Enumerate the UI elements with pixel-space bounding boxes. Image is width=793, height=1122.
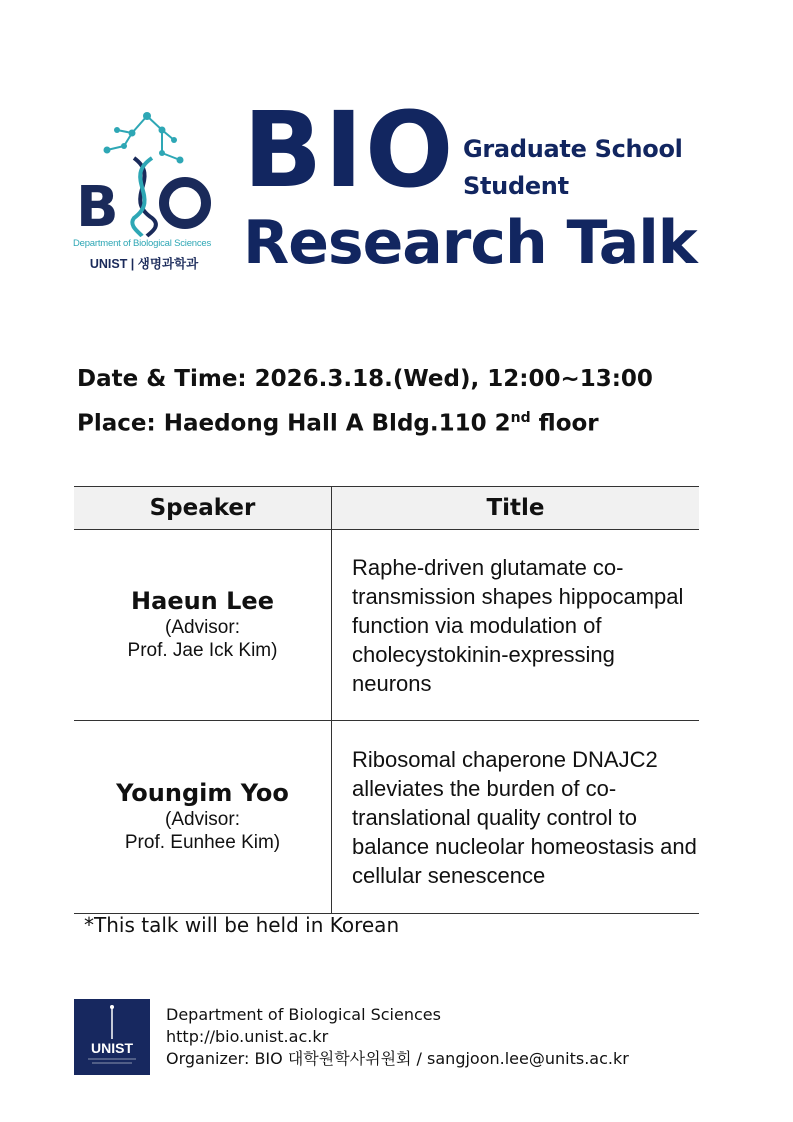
place-prefix: Place: Haedong Hall A Bldg.110 2 — [77, 410, 511, 437]
col-header-speaker: Speaker — [74, 487, 332, 530]
footer-department: Department of Biological Sciences — [166, 1005, 441, 1024]
speaker-name: Haeun Lee — [131, 587, 274, 616]
footer-url[interactable]: http://bio.unist.ac.kr — [166, 1027, 329, 1046]
unist-logo-icon — [74, 999, 150, 1075]
table-header-row — [74, 487, 699, 530]
speaker-advisor-name: Prof. Eunhee Kim) — [124, 832, 281, 853]
talk-title: Ribosomal chaperone DNAJC2 alleviates the burden of co-translational quality control to balance nucleolar homeostasis and cellular senescence — [332, 721, 700, 914]
col-header-title: Title — [332, 487, 700, 530]
logo-unist-text: UNIST | 생명과학과 — [89, 257, 199, 271]
header-bio: BIO — [243, 89, 456, 211]
speaker-cell — [74, 530, 332, 721]
speaker-advisor-label: (Advisor: — [165, 809, 240, 831]
speaker-advisor-name: Prof. Jae Ick Kim) — [127, 640, 278, 661]
header-line1: Graduate School — [463, 135, 683, 163]
talks-table — [74, 486, 699, 914]
speaker-cell — [74, 721, 332, 914]
talk-title: Raphe-driven glutamate co-transmission shapes hippocampal function via modulation of cholecystokinin-expressing neurons — [332, 530, 700, 721]
header-line2: Student — [463, 172, 569, 200]
footer-organizer: Organizer: BIO 대학원학사위원회 / sangjoon.lee@units.ac.kr — [166, 1049, 629, 1068]
language-note: *This talk will be held in Korean — [84, 913, 400, 937]
table-row — [74, 530, 699, 721]
place-sup: nd — [510, 410, 531, 426]
place-suffix: floor — [530, 410, 599, 437]
logo-department-text: Department of Biological Sciences — [72, 238, 212, 249]
speaker-name: Youngim Yoo — [116, 779, 289, 808]
footer-info — [166, 1004, 629, 1070]
event-date-time: Date & Time: 2026.3.18.(Wed), 12:00~13:00 — [77, 366, 653, 392]
unist-logo — [74, 999, 150, 1075]
dna-tree-icon — [62, 108, 222, 238]
event-place — [77, 410, 599, 437]
table-row — [74, 721, 699, 914]
speaker-advisor-label: (Advisor: — [165, 617, 240, 639]
header-title: Research Talk — [243, 208, 697, 278]
svg-text:B: B — [76, 175, 119, 238]
department-logo — [62, 108, 222, 273]
unist-logo-text: UNIST — [91, 1040, 133, 1056]
